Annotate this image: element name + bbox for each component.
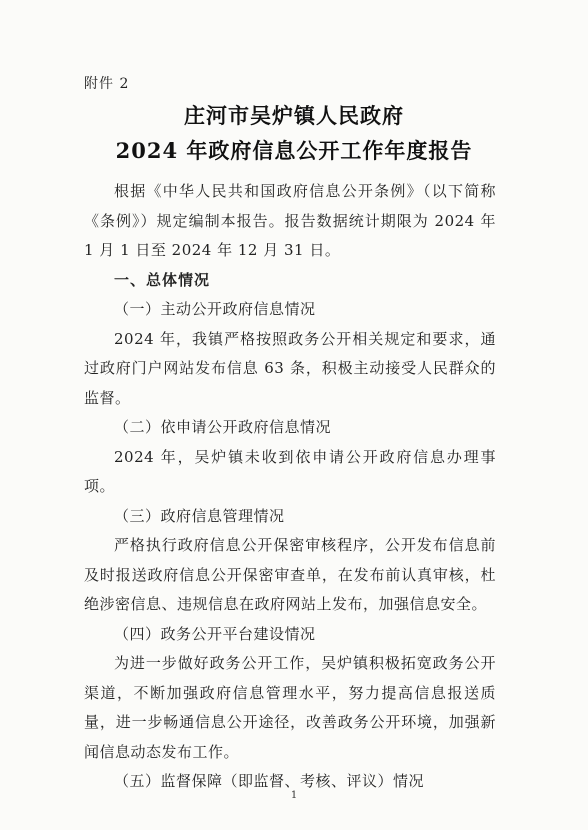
subsection-text-2: 2024 年，吴炉镇未收到依申请公开政府信息办理事项。	[84, 447, 496, 495]
intro-paragraph: 根据《中华人民共和国政府信息公开条例》（以下简称《条例》）规定编制本报告。报告数据统计期限为 2024 年 1 月 1 日至 2024 年 12 月 31 日。	[84, 182, 496, 259]
subsection-text-1: 2024 年，我镇严格按照政务公开相关规定和要求，通过政府门户网站发布信息 63 条，积极主动接受人民群众的监督。	[84, 329, 496, 407]
page-number: 1	[290, 790, 298, 801]
subsection-heading-3: （三）政府信息管理情况	[114, 506, 285, 525]
document-title-line2: 2024 年政府信息公开工作年度报告	[115, 138, 473, 163]
subsection-text-4: 为进一步做好政务公开工作，吴炉镇积极拓宽政务公开渠道，不断加强政府信息管理水平，努力提高信息报送质量，进一步畅通信息公开途径，改善政务公开环境，加强新闻信息动态发布工作。	[84, 654, 496, 761]
subsection-text-3: 严格执行政府信息公开保密审核程序，公开发布信息前及时报送政府信息公开保密审查单，在发布前认真审核，杜绝涉密信息、违规信息在政府网站上发布，加强信息安全。	[84, 536, 496, 613]
subsection-heading-5: （五）监督保障（即监督、考核、评议）情况	[114, 772, 425, 790]
document-title-line1: 庄河市吴炉镇人民政府	[184, 103, 404, 128]
subsection-heading-4: （四）政务公开平台建设情况	[114, 624, 316, 643]
section-heading-overview: 一、总体情况	[114, 270, 211, 289]
subsection-heading-2: （二）依申请公开政府信息情况	[114, 418, 332, 436]
subsection-heading-1: （一）主动公开政府信息情况	[114, 300, 316, 318]
document-body	[84, 177, 496, 797]
attachment-label: 附件 2	[84, 76, 130, 92]
